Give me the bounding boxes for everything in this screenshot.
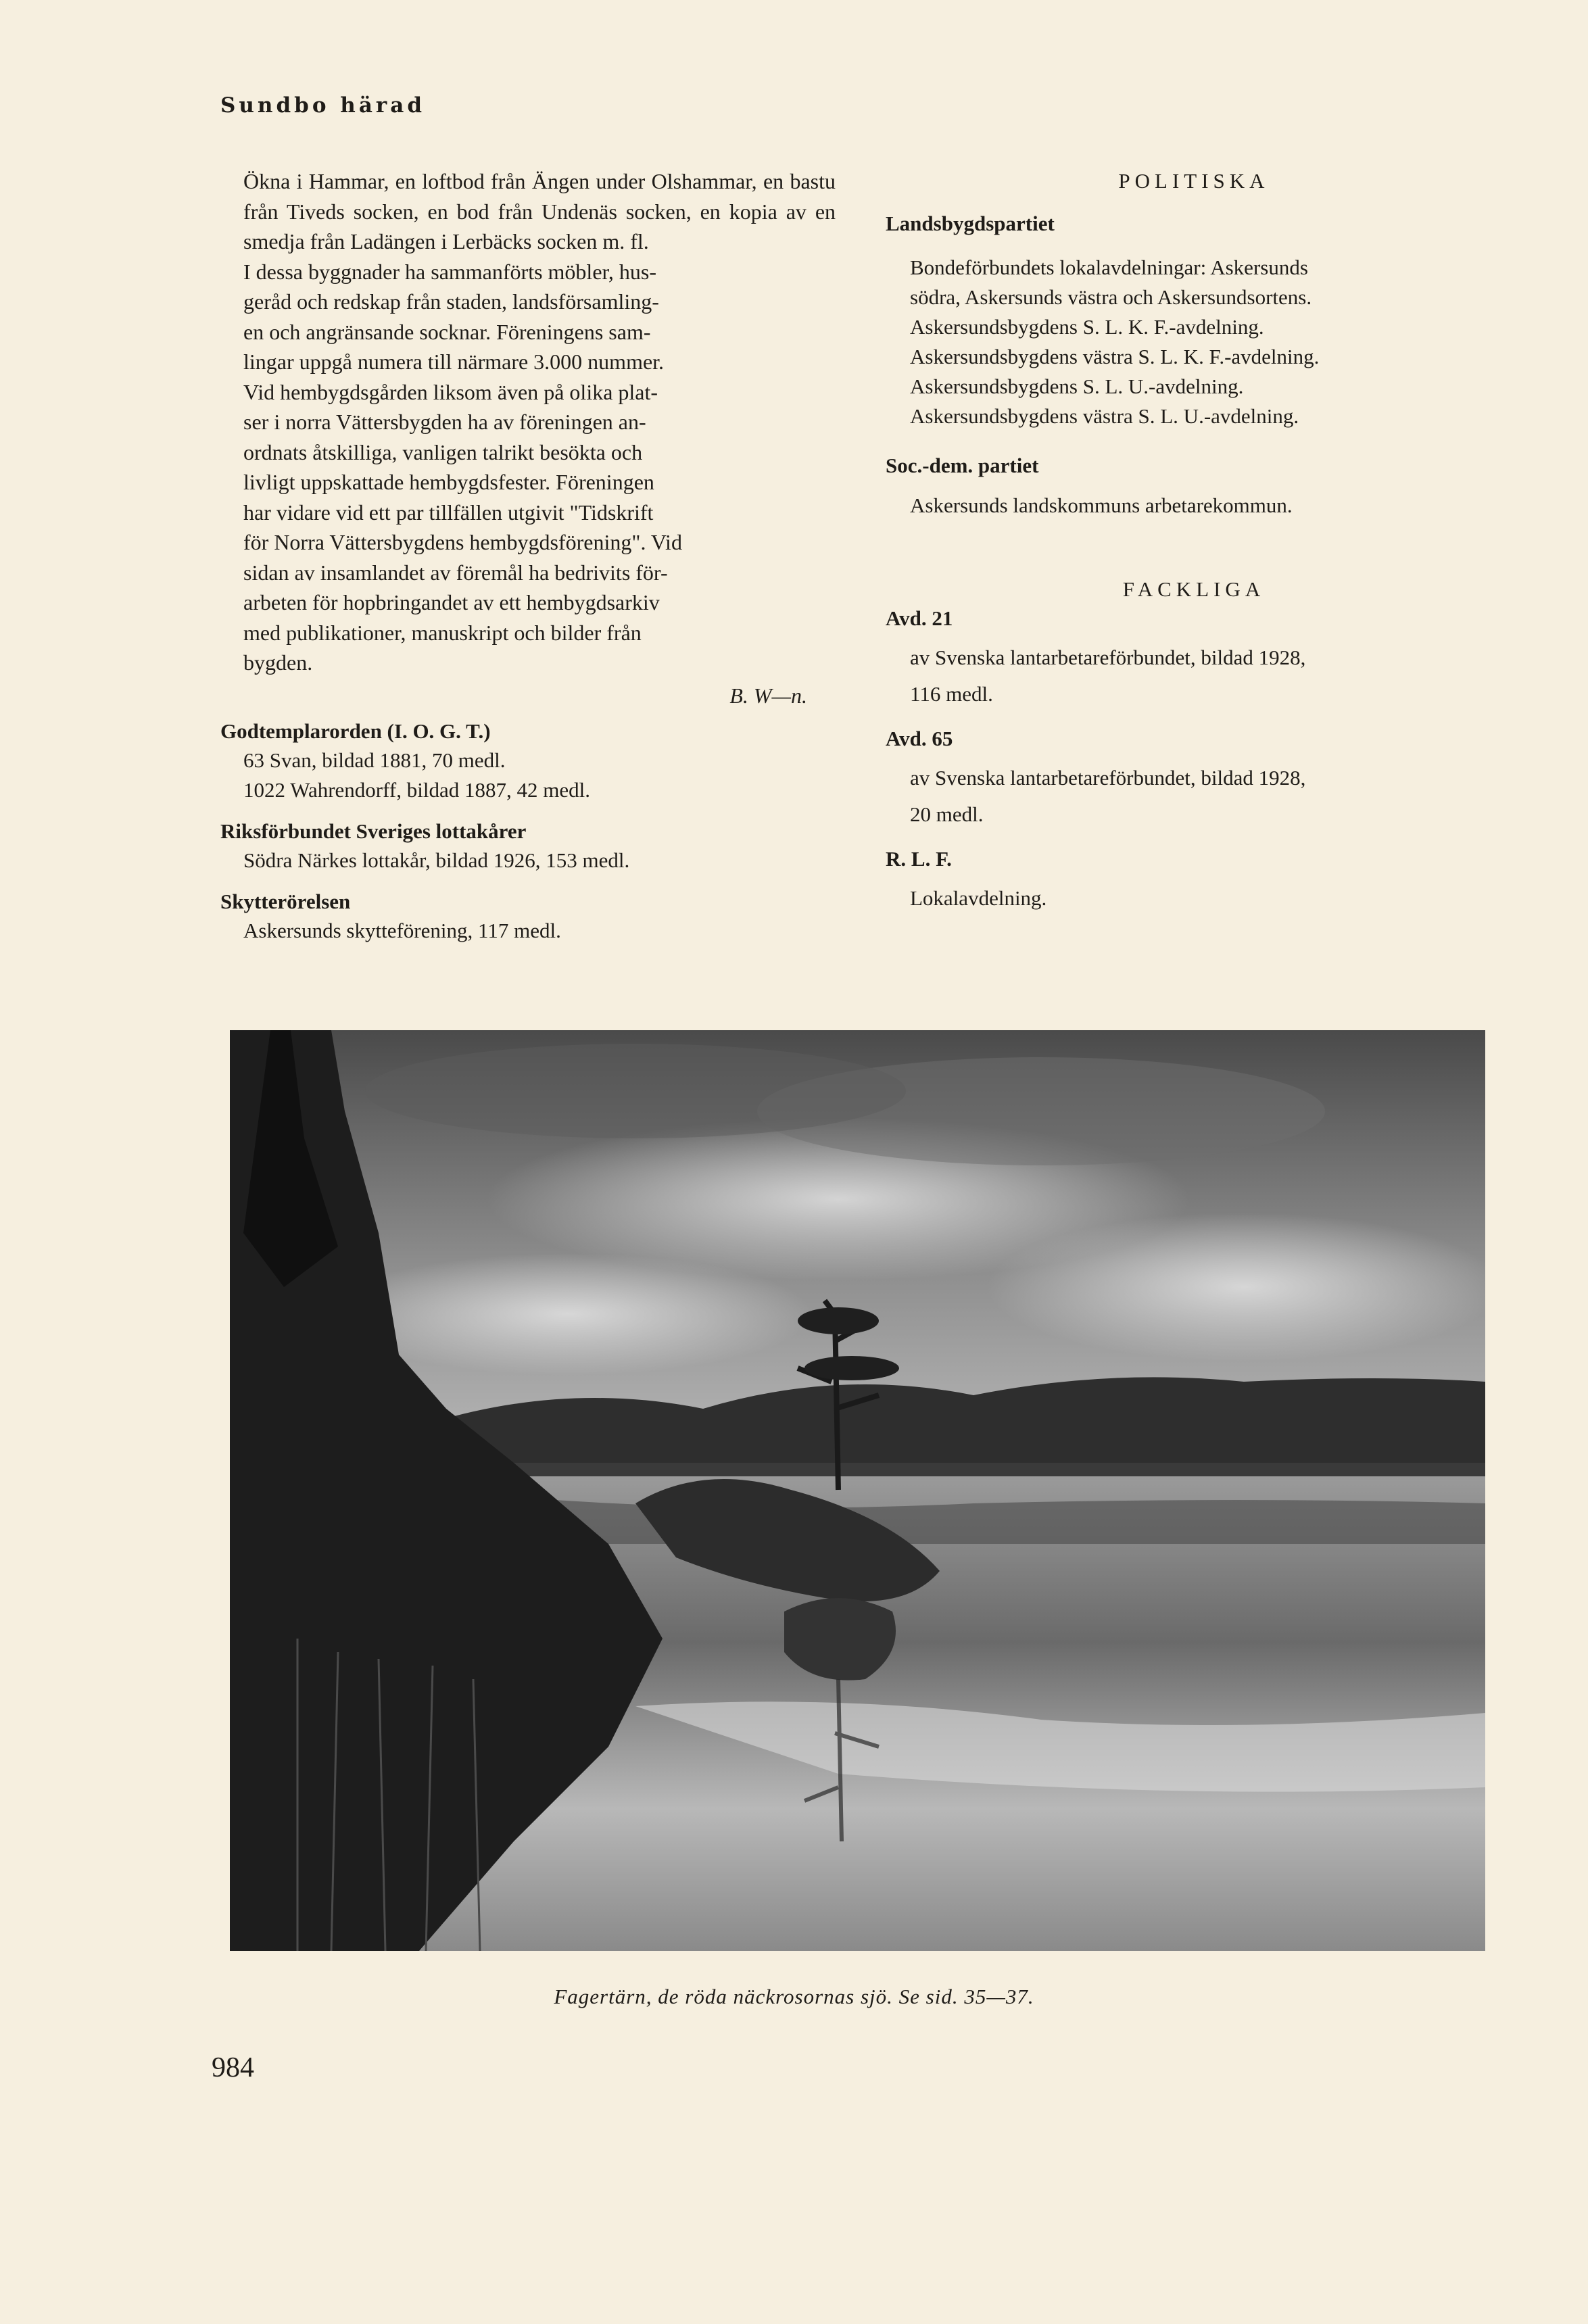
org-skytterorelsen [220, 888, 836, 946]
text-line: Ökna i Hammar, en loftbod från Ängen under [243, 169, 646, 193]
org-entry: 63 Svan, bildad 1881, 70 medl. [243, 748, 506, 772]
org-heading: Godtemplarorden (I. O. G. T.) [220, 719, 491, 743]
text-line: med publikationer, manuskript och bilder från [243, 620, 642, 645]
photo-caption: Fagertärn, de röda näckrosornas sjö. Se sid. 35—37. [554, 1985, 1034, 2008]
lake-landscape-photo [230, 1030, 1485, 1951]
text-line: geråd och redskap från staden, landsförsamling- [243, 289, 659, 314]
text-line: livligt uppskattade hembygdsfester. Föreningen [243, 470, 654, 494]
org-entry: 1022 Wahrendorff, bildad 1887, 42 medl. [243, 777, 590, 802]
union-entry: 20 medl. [910, 802, 984, 826]
running-head: Sundbo härad [220, 93, 426, 118]
text-line: bygden. [243, 650, 313, 675]
party-entry: Askersunds landskommuns arbetarekommun. [910, 493, 1293, 517]
text-line: har vidare vid ett par tillfällen utgivit "Tidskrift [243, 500, 654, 525]
hembygd-paragraph [243, 166, 836, 678]
party-socdem [886, 452, 1502, 521]
section-title-fackliga: FACKLIGA [1122, 577, 1266, 601]
text-line: från Undenäs socken, en kopia av en smedja från [243, 199, 836, 253]
party-heading: Soc.-dem. partiet [886, 454, 1039, 477]
union-heading: Avd. 21 [886, 606, 953, 630]
org-godtemplarorden [220, 717, 836, 805]
party-entry: Askersundsbygdens västra S. L. U.-avdelning. [910, 404, 1299, 428]
org-entry: Askersunds skytteförening, 117 medl. [243, 918, 561, 942]
party-entry: Askersundsbygdens S. L. U.-avdelning. [910, 374, 1244, 398]
org-heading: Riksförbundet Sveriges lottakårer [220, 819, 527, 843]
party-landsbygdspartiet [886, 210, 1502, 431]
text-line: Vid hembygdsgården liksom även på olika plat- [243, 379, 658, 404]
party-heading: Landsbygdspartiet [886, 212, 1055, 235]
left-column [220, 166, 836, 958]
union-heading: R. L. F. [886, 847, 952, 871]
union-entry: av Svenska lantarbetareförbundet, bildad 1928, [910, 646, 1306, 669]
union-entry: av Svenska lantarbetareförbundet, bildad 1928, [910, 766, 1306, 790]
union-text [910, 760, 1502, 833]
union-entry: 116 medl. [910, 682, 993, 706]
section-title-politiska: POLITISKA [1118, 169, 1270, 193]
text-line: en och angränsande socknar. Föreningens sam- [243, 319, 651, 344]
org-entry: Södra Närkes lottakår, bildad 1926, 153 medl. [243, 848, 630, 872]
text-line: arbeten för hopbringandet av ett hembygdsarkiv [243, 590, 660, 614]
party-entry: Askersundsbygdens västra S. L. K. F.-avdelning. [910, 345, 1320, 368]
org-heading: Skytterörelsen [220, 889, 351, 913]
party-entry: Askersundsbygdens S. L. K. F.-avdelning. [910, 315, 1264, 339]
text-line: lingar uppgå numera till närmare 3.000 nummer. [243, 349, 665, 374]
text-line: I dessa byggnader ha sammanförts möbler, hus- [243, 259, 656, 284]
text-line: Ladängen i Lerbäcks socken m. fl. [350, 229, 649, 253]
union-entry: Lokalavdelning. [910, 886, 1047, 910]
text-line: för Norra Vättersbygdens hembygdsförening". Vid [243, 530, 682, 554]
union-avd-21 [886, 604, 1502, 712]
text-line: ordnats åtskilliga, vanligen talrikt besökta och [243, 439, 643, 464]
author-signature: B. W—n. [729, 683, 807, 708]
page-number: 984 [212, 2052, 254, 2083]
union-text [910, 880, 1502, 917]
union-rlf [886, 845, 1502, 917]
text-line: ser i norra Vättersbygden ha av föreningen an- [243, 410, 646, 434]
union-avd-65 [886, 725, 1502, 833]
text-line: sidan av insamlandet av föremål ha bedrivits för- [243, 560, 668, 585]
party-entry: södra, Askersunds västra och Askersundsortens. [910, 285, 1312, 309]
union-text [910, 639, 1502, 712]
party-entry: Bondeförbundets lokalavdelningar: Askersunds [910, 256, 1308, 279]
right-column [886, 166, 1502, 929]
text-line: Olshammar, en bastu från Tiveds socken, en bod [243, 169, 836, 224]
union-heading: Avd. 65 [886, 727, 953, 750]
org-lottakarer [220, 817, 836, 875]
